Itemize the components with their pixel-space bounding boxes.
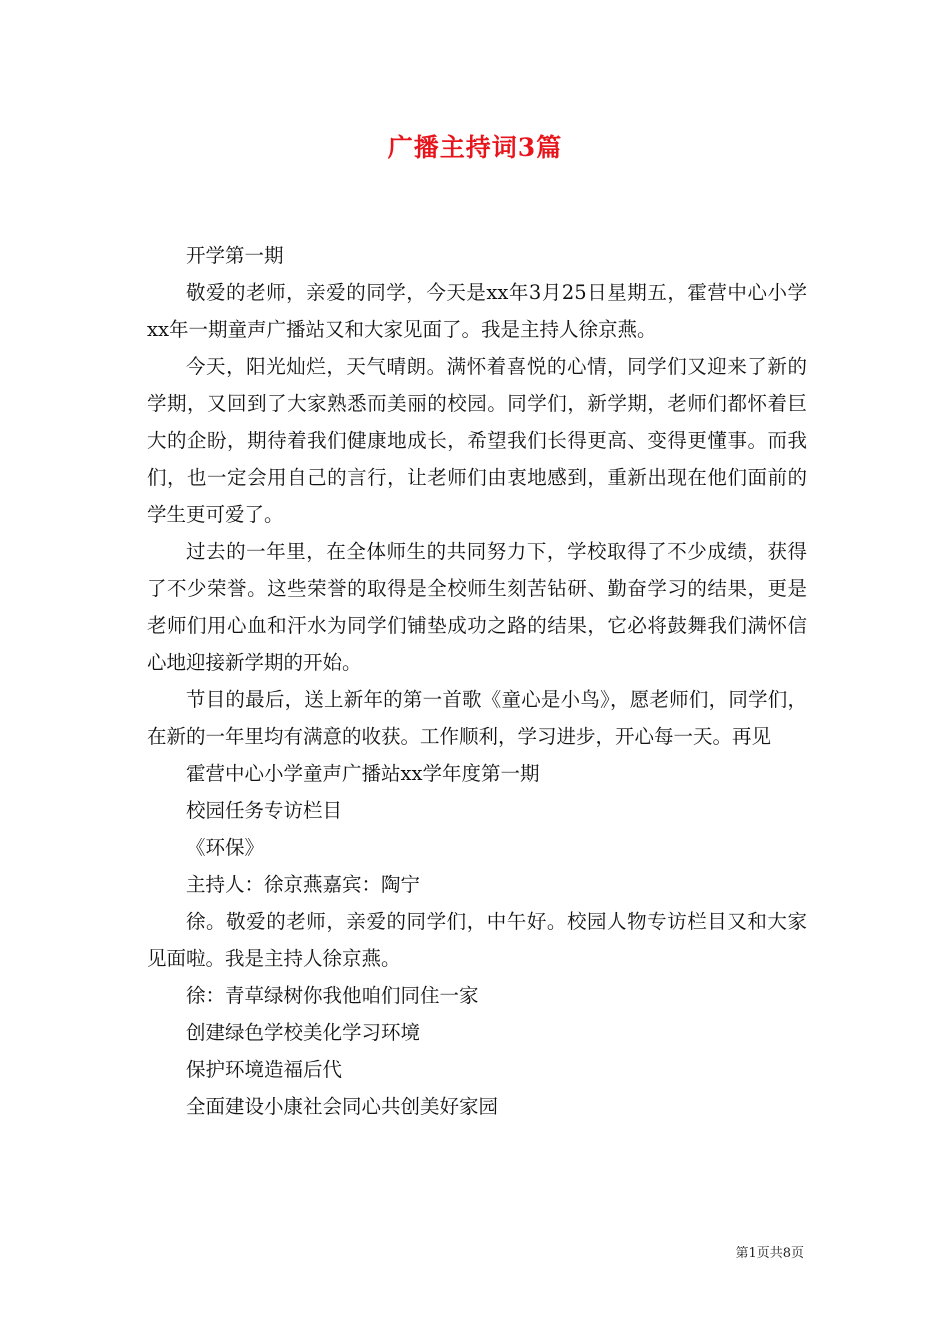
- text-line: 校园任务专访栏目: [186, 799, 343, 822]
- paragraph: 今天，阳光灿烂，天气晴朗。满怀着喜悦的心情，同学们又迎来了新的学期，又回到了大家熟悉而美丽的校园。同学们，新学期，老师们都怀着巨大的企盼，期待着我们健康地成长，希望我们长得更高、变得更懂事。而我们，也一定会用自己的言行，让老师们由衷地感到，重新出现在他们面前的学生更可爱了。: [147, 355, 807, 526]
- text-line: 全面建设小康社会同心共创美好家园: [186, 1095, 499, 1118]
- text-line: 霍营中心小学童声广播站xx学年度第一期: [186, 762, 540, 785]
- document-body: [147, 237, 807, 1125]
- page-number: 第1页共8页: [735, 1246, 804, 1261]
- paragraph: 节目的最后，送上新年的第一首歌《童心是小鸟》，愿老师们，同学们，在新的一年里均有满意的收获。工作顺利，学习进步，开心每一天。再见: [147, 688, 807, 748]
- paragraph: 徐。敬爱的老师，亲爱的同学们，中午好。校园人物专访栏目又和大家见面啦。我是主持人徐京燕。: [147, 910, 807, 970]
- text-line: 创建绿色学校美化学习环境: [186, 1021, 421, 1044]
- text-line: 保护环境造福后代: [186, 1058, 343, 1081]
- text-line: 《环保》: [186, 836, 265, 859]
- text-line: 主持人：徐京燕嘉宾：陶宁: [186, 873, 421, 896]
- document-title: 广播主持词3篇: [387, 133, 563, 162]
- section-heading: 开学第一期: [186, 244, 284, 267]
- paragraph: 过去的一年里，在全体师生的共同努力下，学校取得了不少成绩，获得了不少荣誉。这些荣誉的取得是全校师生刻苦钻研、勤奋学习的结果，更是老师们用心血和汗水为同学们铺垫成功之路的结果，它必将鼓舞我们满怀信心地迎接新学期的开始。: [147, 540, 807, 674]
- text-line: 徐：青草绿树你我他咱们同住一家: [186, 984, 479, 1007]
- paragraph: 敬爱的老师，亲爱的同学，今天是xx年3月25日星期五，霍营中心小学xx年一期童声广播站又和大家见面了。我是主持人徐京燕。: [147, 281, 807, 341]
